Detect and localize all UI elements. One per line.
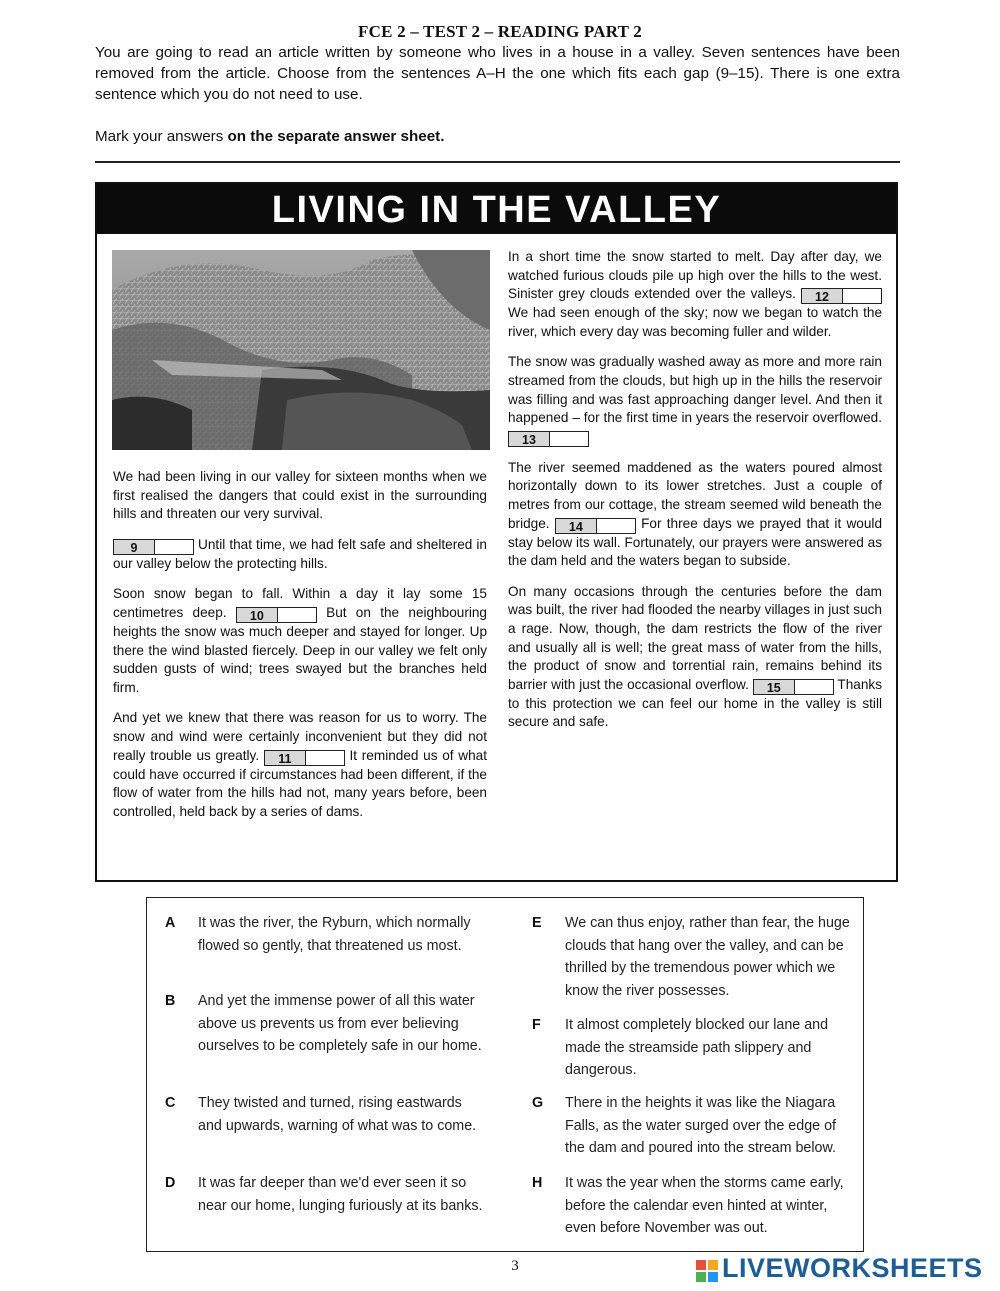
gap-15[interactable] bbox=[753, 679, 834, 695]
option-text: We can thus enjoy, rather than fear, the huge clouds that hang over the valley, and can be thrilled by the tremendous power which we know the river possesses. bbox=[565, 915, 850, 999]
option-letter: F bbox=[532, 1017, 541, 1033]
article-paragraph-4 bbox=[113, 709, 487, 821]
option-b bbox=[165, 990, 485, 1058]
paragraph-text: And yet we knew that there was reason for us to worry. The snow and wind were certainly inconvenient but they did not really trouble us greatly. bbox=[113, 710, 487, 763]
option-text: It was the year when the storms came early, before the calendar even hinted at winter, even before November was out. bbox=[565, 1175, 844, 1236]
gap-number: 14 bbox=[556, 519, 597, 533]
paragraph-text: Thanks to this protection we can feel our home in the valley is still secure and safe. bbox=[508, 676, 883, 730]
article-paragraph-5 bbox=[508, 248, 882, 341]
article-paragraph-1: We had been living in our valley for sixteen months when we first realised the dangers that could exist in the surrounding hills and threaten our very survival. bbox=[113, 469, 487, 522]
liveworksheets-logo-icon bbox=[696, 1260, 718, 1282]
option-a bbox=[165, 912, 485, 957]
gap-9[interactable] bbox=[113, 539, 194, 555]
option-text: It was far deeper than we'd ever seen it so near our home, lunging furiously at its banks. bbox=[198, 1175, 483, 1214]
paragraph-text: Until that time, we had felt safe and sheltered in our valley below the protecting hills. bbox=[113, 536, 487, 571]
gap-number: 12 bbox=[802, 289, 843, 303]
option-text: They twisted and turned, rising eastwards and upwards, warning of what was to come. bbox=[198, 1095, 477, 1134]
brand-watermark[interactable]: LIVEWORKSHEETS bbox=[722, 1253, 983, 1283]
option-letter: H bbox=[532, 1175, 543, 1191]
paragraph-text: We had seen enough of the sky; now we began to watch the river, which every day was becoming fuller and wilder. bbox=[508, 305, 882, 339]
paragraph-text: The snow was gradually washed away as more and more rain streamed from the clouds, but high up in the hills the reservoir was filling and was fast approaching danger level. And then it happened – for the first time in years the reservoir overflowed. bbox=[508, 354, 882, 426]
gap-number: 15 bbox=[754, 680, 795, 694]
article-column-right bbox=[508, 248, 882, 744]
article-title: LIVING IN THE VALLEY bbox=[97, 184, 896, 234]
paragraph-text: The river seemed maddened as the waters poured almost horizontally down to its lower stretches. Just a couple of metres from our cottage, the stream seemed wild beneath the bridge. bbox=[508, 459, 882, 531]
article-paragraph-6 bbox=[508, 353, 882, 446]
option-letter: C bbox=[165, 1095, 176, 1111]
page-header: FCE 2 – TEST 2 – READING PART 2 bbox=[358, 22, 642, 41]
valley-photo bbox=[112, 250, 490, 450]
option-letter: D bbox=[165, 1175, 176, 1191]
article-paragraph-2 bbox=[113, 536, 487, 574]
article-paragraph-8 bbox=[508, 583, 882, 732]
gap-number: 11 bbox=[265, 751, 306, 765]
option-letter: G bbox=[532, 1095, 544, 1111]
option-text: And yet the immense power of all this water above us prevents us from ever believing ourselves to be completely safe in our home. bbox=[198, 993, 482, 1054]
gap-14[interactable] bbox=[555, 518, 636, 534]
answer-sheet-note-prefix: Mark your answers bbox=[95, 128, 228, 145]
paragraph-text: For three days we prayed that it would stay below its wall. Fortunately, our prayers were answered as the dam held and the waters began to subside. bbox=[508, 515, 883, 569]
option-h bbox=[532, 1172, 852, 1240]
gap-13[interactable] bbox=[508, 431, 589, 447]
article-column-left bbox=[113, 468, 487, 833]
article-box bbox=[95, 182, 898, 882]
gap-12[interactable] bbox=[801, 288, 882, 304]
article-paragraph-3 bbox=[113, 585, 487, 697]
task-instructions: You are going to read an article written by someone who lives in a house in a valley. Seven sentences have been removed from the article. Choose from the sentences A–H the one which fits each gap (9–15). There is one extra sentence which you do not need to use. bbox=[95, 44, 900, 103]
paragraph-text: It reminded us of what could have occurred if circumstances had been different, if the flow of water from the hills had not, many years before, been controlled, held back by a series of dams. bbox=[113, 747, 487, 819]
option-e bbox=[532, 912, 852, 1002]
valley-photo-drawing bbox=[112, 250, 490, 450]
option-letter: B bbox=[165, 993, 176, 1009]
option-f bbox=[532, 1014, 852, 1082]
gap-number: 9 bbox=[114, 540, 155, 554]
option-g bbox=[532, 1092, 852, 1160]
paragraph-text: On many occasions through the centuries before the dam was built, the river had flooded the nearby villages in just such a rage. Now, though, the dam restricts the flow of the river and usually all is well; the great mass of water from the hills, the product of snow and torrential rain, remains behind its barrier with just the occasional overflow. bbox=[508, 583, 882, 692]
answer-sheet-note bbox=[95, 126, 900, 147]
option-c bbox=[165, 1092, 485, 1137]
option-text: It almost completely blocked our lane and made the streamside path slippery and dangerous. bbox=[565, 1017, 829, 1078]
paragraph-text: Soon snow began to fall. Within a day it lay some 15 centimetres deep. bbox=[113, 586, 487, 620]
article-paragraph-7 bbox=[508, 459, 882, 571]
page-number: 3 bbox=[511, 1258, 519, 1274]
option-letter: E bbox=[532, 915, 542, 931]
option-text: There in the heights it was like the Niagara Falls, as the water surged over the edge of the dam and poured into the stream below. bbox=[565, 1095, 837, 1156]
gap-11[interactable] bbox=[264, 750, 345, 766]
options-box bbox=[146, 897, 864, 1252]
option-text: It was the river, the Ryburn, which normally flowed so gently, that threatened us most. bbox=[198, 915, 471, 954]
answer-sheet-note-bold: on the separate answer sheet. bbox=[227, 128, 445, 145]
gap-number: 13 bbox=[509, 432, 550, 446]
divider bbox=[95, 161, 900, 163]
paragraph-text: In a short time the snow started to melt. Day after day, we watched furious clouds pile up high over the hills to the west. Sinister grey clouds extended over the valleys. bbox=[508, 249, 882, 302]
gap-number: 10 bbox=[237, 608, 278, 622]
paragraph-text: But on the neighbouring heights the snow was much deeper and stayed for longer. Up there the wind blasted fiercely. Deep in our valley we felt only sudden gusts of wind; trees swayed but the branches held firm. bbox=[113, 604, 487, 695]
gap-10[interactable] bbox=[236, 607, 317, 623]
option-letter: A bbox=[165, 915, 176, 931]
option-d bbox=[165, 1172, 485, 1217]
